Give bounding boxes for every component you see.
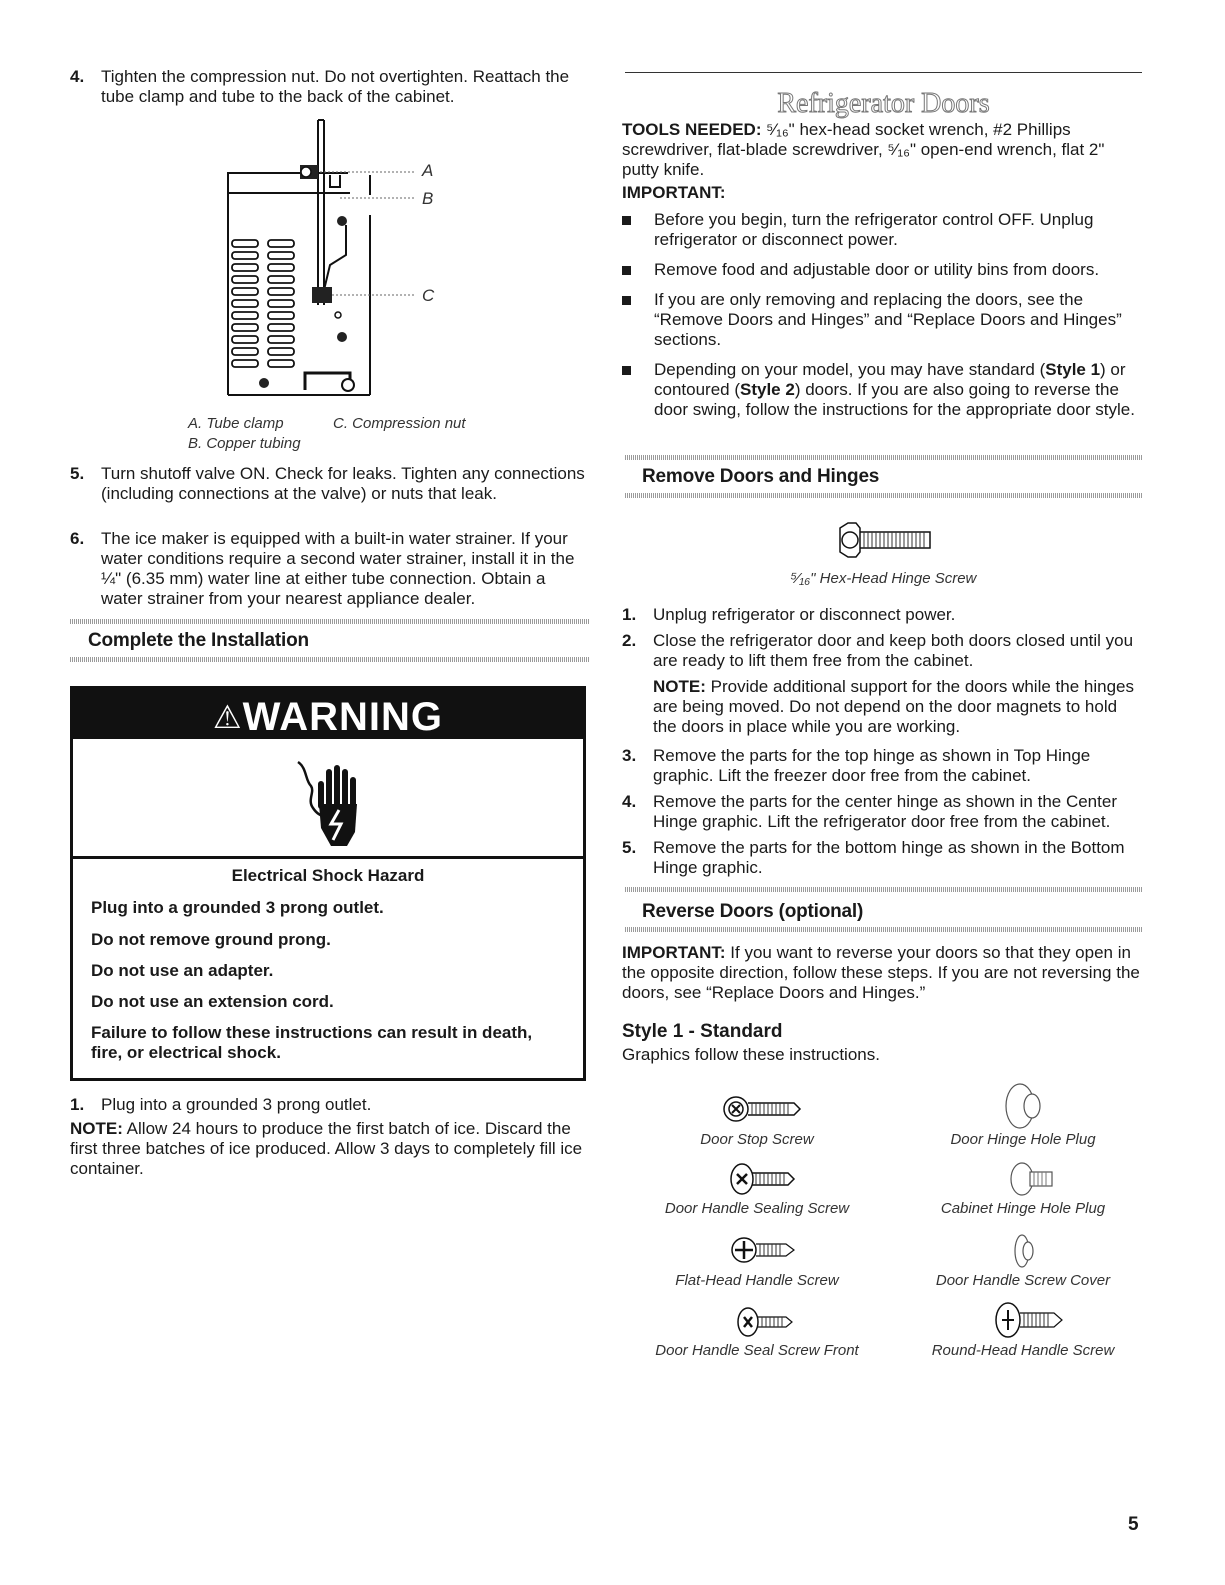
step-number: 3.	[622, 746, 637, 765]
page-number: 5	[1128, 1514, 1139, 1535]
style-1-title: Style 1 - Standard	[622, 1021, 783, 1042]
important-label: IMPORTANT:	[622, 943, 726, 962]
bullet-4	[622, 360, 1137, 420]
bullet-1	[622, 210, 1137, 250]
bullet-square-icon	[622, 216, 631, 225]
bullet-text-part: ) doors. If you are also going to reverse the door swing, follow the instructions for the appropriate door style.	[654, 380, 1135, 419]
bullet-3	[622, 290, 1137, 350]
note-paragraph	[70, 1119, 585, 1179]
warning-line-2: Do not remove ground prong.	[91, 930, 331, 949]
warning-divider	[73, 856, 583, 859]
callout-a: A	[422, 161, 434, 180]
part-caption: Flat-Head Handle Screw	[675, 1272, 839, 1289]
bullet-square-icon	[622, 296, 631, 305]
tools-text: ⁵⁄₁₆" hex-head socket wrench, #2 Phillips screwdriver, flat-blade screwdriver, ⁵⁄₁₆" open-end wrench, flat 2" putty knife.	[622, 120, 1105, 179]
electrical-shock-hand-icon	[295, 754, 365, 849]
style-1-label: Style 1	[1045, 360, 1101, 379]
step-number: 6.	[70, 529, 85, 548]
reverse-doors-title: Reverse Doors (optional)	[642, 901, 864, 922]
bullet-square-icon	[622, 266, 631, 275]
step-text: Unplug refrigerator or disconnect power.	[653, 605, 956, 624]
step-text: Tighten the compression nut. Do not overtighten. Reattach the tube clamp and tube to the back of the cabinet.	[101, 67, 570, 106]
step-4	[70, 67, 590, 107]
step-text: Close the refrigerator door and keep both doors closed until you are ready to lift them free from the cabinet.	[653, 631, 1134, 670]
title-rule	[625, 72, 1142, 73]
hazard-title: Electrical Shock Hazard	[231, 866, 425, 885]
tools-needed	[622, 120, 1137, 180]
warning-label: WARNING	[242, 695, 443, 739]
style-2-label: Style 2	[740, 380, 795, 399]
tools-label: TOOLS NEEDED:	[622, 120, 762, 139]
step-text: The ice maker is equipped with a built-in water strainer. If your water conditions require a second water strainer, install it in the ¼" (6.35 mm) water line at either tube connection. Obtain a water strainer from your nearest appliance dealer.	[101, 529, 575, 608]
divider	[70, 619, 590, 624]
warning-triangle-icon: ⚠	[212, 699, 243, 735]
step-number: 1.	[70, 1095, 85, 1114]
bullet-text-part: ) or contoured (	[654, 360, 1126, 399]
part-caption: Door Hinge Hole Plug	[950, 1131, 1096, 1148]
door-stop-screw-icon	[722, 1093, 802, 1125]
bullet-square-icon	[622, 366, 631, 375]
bullet-text: Before you begin, turn the refrigerator control OFF. Unplug refrigerator or disconnect power.	[654, 210, 1094, 249]
step-6	[70, 529, 590, 609]
hex-head-hinge-screw-icon	[838, 522, 934, 558]
step-text: Remove the parts for the center hinge as shown in the Center Hinge graphic. Lift the refrigerator door free from the cabinet.	[653, 792, 1117, 831]
part-caption: Round-Head Handle Screw	[931, 1342, 1115, 1359]
step-number: 1.	[622, 605, 637, 624]
divider	[625, 455, 1142, 460]
warning-header	[73, 689, 583, 739]
step-2-note	[653, 677, 1140, 737]
callout-b: B	[422, 189, 434, 208]
door-handle-seal-screw-front-icon	[736, 1304, 796, 1340]
cabinet-hinge-hole-plug-icon	[1008, 1160, 1056, 1198]
bullet-text	[654, 360, 1137, 420]
door-hinge-hole-plug-icon	[1002, 1081, 1048, 1131]
legend-b: B. Copper tubing	[188, 435, 301, 452]
step-number: 2.	[622, 631, 637, 650]
warning-line-3: Do not use an adapter.	[91, 961, 274, 980]
bullet-text: If you are only removing and replacing the doors, see the “Remove Doors and Hinges” and “Replace Doors and Hinges” sections.	[654, 290, 1122, 349]
note-label: NOTE:	[70, 1119, 123, 1138]
part-caption: Door Stop Screw	[700, 1131, 814, 1148]
remove-step-2	[622, 631, 1140, 671]
part-caption: Door Handle Seal Screw Front	[655, 1342, 859, 1359]
part-caption: Cabinet Hinge Hole Plug	[940, 1200, 1106, 1217]
warning-line-1: Plug into a grounded 3 prong outlet.	[91, 898, 384, 917]
style-1-subtitle: Graphics follow these instructions.	[622, 1045, 880, 1064]
divider	[625, 927, 1142, 932]
note-text: Provide additional support for the doors while the hinges are being moved. Do not depend on the door magnets to hold the doors in place while you are working.	[653, 677, 1134, 736]
step-number: 4.	[622, 792, 637, 811]
step-number: 5.	[70, 464, 85, 483]
hinge-screw-caption: ⁵⁄₁₆" Hex-Head Hinge Screw	[790, 570, 977, 587]
step-text: Plug into a grounded 3 prong outlet.	[101, 1095, 372, 1114]
callout-c: C	[422, 286, 435, 305]
step-number: 4.	[70, 67, 85, 86]
important-text: If you want to reverse your doors so that they open in the opposite direction, follow these steps. If you are not reversing the doors, see “Replace Doors and Hinges.”	[622, 943, 1140, 1002]
step-number: 5.	[622, 838, 637, 857]
note-text: Allow 24 hours to produce the first batch of ice. Discard the first three batches of ice produced. Allow 3 days to completely fill ice container.	[70, 1119, 583, 1178]
remove-step-4	[622, 792, 1140, 832]
legend-a: A. Tube clamp	[188, 415, 284, 432]
part-caption: Door Handle Sealing Screw	[664, 1200, 850, 1217]
warning-line-5: Failure to follow these instructions can result in death, fire, or electrical shock.	[91, 1023, 533, 1062]
door-handle-sealing-screw-icon	[728, 1162, 796, 1196]
flat-head-handle-screw-icon	[730, 1232, 796, 1268]
round-head-handle-screw-icon	[994, 1300, 1064, 1340]
step-text: Turn shutoff valve ON. Check for leaks. Tighten any connections (including connections at the valve) or nuts that leak.	[101, 464, 585, 503]
remove-step-1	[622, 605, 1140, 625]
remove-doors-title: Remove Doors and Hinges	[642, 466, 880, 487]
step-text: Remove the parts for the bottom hinge as shown in the Bottom Hinge graphic.	[653, 838, 1125, 877]
remove-step-3	[622, 746, 1140, 786]
tube-clamp-diagram	[220, 115, 450, 405]
note-label: NOTE:	[653, 677, 706, 696]
legend-c: C. Compression nut	[333, 415, 466, 432]
section-title: Refrigerator Doors	[777, 88, 990, 119]
bullet-text-part: Depending on your model, you may have standard (	[654, 360, 1046, 379]
warning-box	[70, 686, 586, 1081]
complete-installation-title: Complete the Installation	[88, 630, 309, 651]
bullet-2	[622, 260, 1137, 280]
final-step-1	[70, 1095, 590, 1115]
divider	[625, 493, 1142, 498]
part-caption: Door Handle Screw Cover	[935, 1272, 1111, 1289]
door-handle-screw-cover-icon	[1012, 1232, 1040, 1270]
remove-step-5	[622, 838, 1140, 878]
step-text: Remove the parts for the top hinge as shown in Top Hinge graphic. Lift the freezer door free from the cabinet.	[653, 746, 1091, 785]
step-5	[70, 464, 590, 504]
important-label: IMPORTANT:	[622, 183, 726, 202]
warning-line-4: Do not use an extension cord.	[91, 992, 334, 1011]
divider	[625, 887, 1142, 892]
bullet-text: Remove food and adjustable door or utility bins from doors.	[654, 260, 1100, 279]
reverse-important	[622, 943, 1140, 1003]
divider	[70, 657, 590, 662]
